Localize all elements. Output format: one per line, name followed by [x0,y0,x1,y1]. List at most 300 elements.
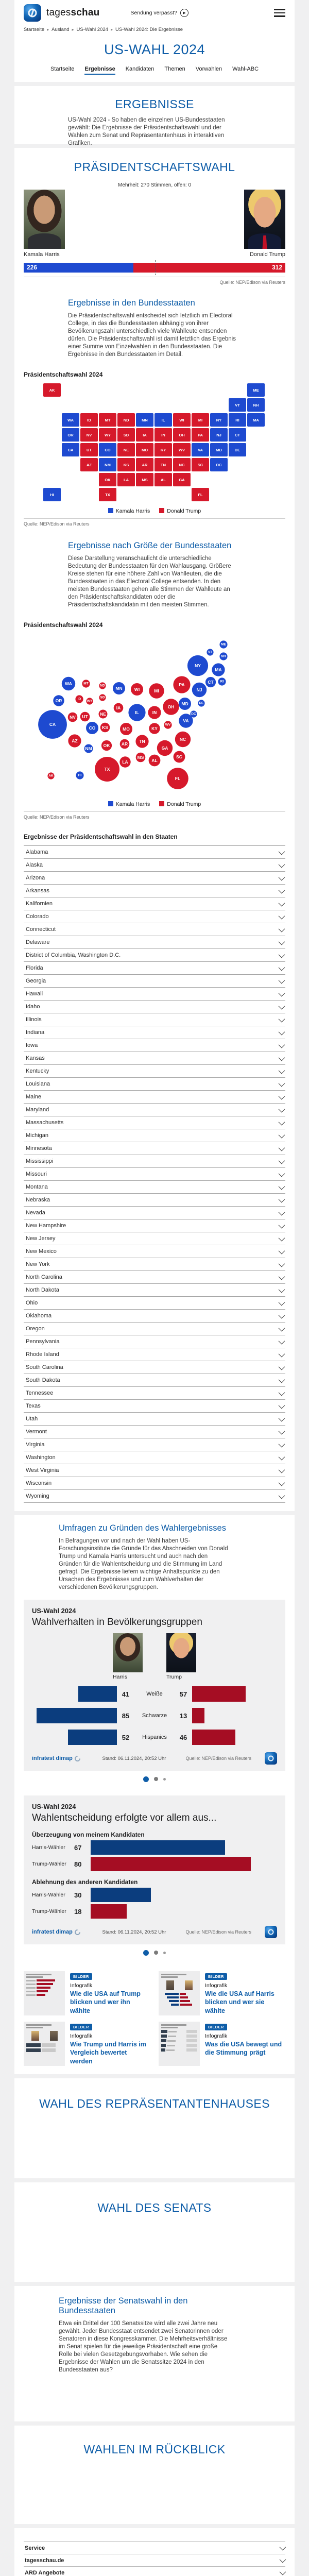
groesse-heading[interactable]: Ergebnisse nach Größe der Bundesstaaten [68,541,232,550]
voter-group-label: Trump-Wähler [32,1861,66,1867]
value-label: 30 [74,1891,82,1899]
bar-track [91,1840,277,1855]
state-tile-GA[interactable]: GA [173,473,191,486]
teaser-title[interactable]: Wie die USA auf Trump blicken und wer ihn wählte [70,1990,141,2014]
state-tile-NH[interactable]: NH [247,398,265,412]
ard-logo-icon [265,1926,277,1938]
state-bubble-label-CT: CT [208,680,214,685]
repraesentantenhaus-card [14,2078,295,2178]
state-tile-PA[interactable]: PA [192,428,209,442]
teaser-text [65,2022,150,2066]
state-tile-OR[interactable]: OR [62,428,79,442]
state-accordion-name: New Jersey [26,1235,56,1242]
state-accordion-row[interactable] [24,1078,285,1091]
state-bubble-label-MN: MN [115,686,123,691]
sendung-verpasst-link[interactable] [130,9,188,17]
tab-nav [14,66,295,75]
chevron-down-icon [279,1389,285,1396]
state-tile-MS[interactable]: MS [136,473,153,486]
state-accordion-row[interactable] [24,1323,285,1335]
state-accordion-name: Idaho [26,1004,40,1010]
state-bubble-label-RI: RI [220,680,224,684]
footer-accordion-row[interactable] [24,2567,285,2576]
state-tile-CA[interactable]: CA [62,443,79,456]
trump-bar [91,1904,127,1919]
state-accordion-row[interactable] [24,1219,285,1232]
mini-bar-row [26,1983,62,1985]
state-accordion-row[interactable] [24,949,285,962]
state-accordion-name: Arizona [26,875,45,881]
state-tile-CT[interactable]: CT [229,428,246,442]
state-bubble-label-MT: MT [83,682,89,686]
state-accordion-name: Kansas [26,1055,45,1061]
chevron-down-icon [279,1093,285,1099]
state-tile-KY[interactable]: KY [154,443,172,456]
state-bubble-label-NY: NY [195,663,201,668]
state-tile-TX[interactable]: TX [99,488,116,501]
state-accordion-row[interactable] [24,897,285,910]
breadcrumb-item[interactable]: US-Wahl 2024: Die Ergebnisse [115,27,183,32]
state-bubble-label-NC: NC [179,737,186,742]
teaser-card[interactable] [159,2022,285,2066]
state-accordion-name: Michigan [26,1132,49,1139]
mini-bar [186,2030,197,2033]
demographic-row [32,1708,277,1723]
state-accordion-name: West Virginia [26,1467,59,1473]
footer-accordion-label: ARD Angebote [25,2569,65,2576]
reason-row [32,1888,277,1902]
mini-bar-row [161,2039,197,2042]
breadcrumb-item[interactable]: Startseite [24,27,45,32]
carousel-dot-active[interactable] [143,1776,149,1782]
state-bubble-label-DE: DE [199,701,204,705]
harris-color-swatch [108,508,113,513]
state-accordion-row[interactable] [24,1387,285,1400]
state-tile-NC[interactable]: NC [173,458,191,471]
harris-photo-small [113,1633,143,1672]
state-accordion-row[interactable] [24,885,285,897]
chevron-down-icon [279,1247,285,1254]
breadcrumb-item[interactable]: US-Wahl 2024 [76,27,108,32]
teaser-title[interactable]: Wie die USA auf Harris blicken und wer sie wählte [205,1990,274,2014]
state-accordion-name: North Dakota [26,1287,59,1293]
state-tile-ME[interactable]: ME [247,383,265,397]
carousel-dot[interactable] [154,1777,158,1781]
state-tile-RI[interactable]: RI [229,413,246,427]
mini-photo [166,1980,174,1990]
state-accordion-name: Montana [26,1184,48,1190]
trump-value: 57 [179,1690,187,1698]
tagesschau-logo-icon[interactable] [24,4,41,22]
footer-accordion-label: tagesschau.de [25,2557,64,2564]
state-tile-FL[interactable]: FL [192,488,209,501]
state-tile-WY[interactable]: WY [99,428,116,442]
state-accordion-row[interactable] [24,846,285,859]
footer-accordion-row[interactable] [24,2554,285,2567]
mini-trump-bar [180,2004,197,2006]
mini-title-line [161,2027,178,2028]
state-accordion-name: Virginia [26,1442,45,1448]
state-accordion-row[interactable] [24,1129,285,1142]
tab-kandidaten[interactable]: Kandidaten [125,66,154,72]
legend-trump: Donald Trump [159,801,201,807]
state-accordion-row[interactable] [24,923,285,936]
trump-bar [192,1730,235,1745]
state-tile-IA[interactable]: IA [136,428,153,442]
chevron-down-icon [279,1440,285,1447]
state-tile-WA[interactable]: WA [62,413,79,427]
chevron-down-icon [279,900,285,906]
state-bubble-label-ME: ME [221,642,226,647]
state-tile-NJ[interactable]: NJ [210,428,228,442]
state-accordion-row[interactable] [24,1207,285,1219]
teaser-thumbnail [24,1971,65,2015]
electoral-bubble-map [24,632,285,798]
harris-value: 52 [122,1733,130,1741]
teaser-text [65,1971,150,2015]
mini-square [161,2039,166,2042]
mini-harris-bar [161,2000,179,2002]
state-tile-AR[interactable]: AR [136,458,153,471]
mini-photo [185,1980,193,1990]
chevron-down-icon [279,1299,285,1306]
carousel-dot-active[interactable] [143,1950,149,1956]
carousel-dot[interactable] [154,1951,158,1955]
state-accordion-row[interactable] [24,872,285,885]
state-accordion-name: Iowa [26,1042,38,1048]
footer-accordion-label: Service [25,2545,45,2551]
state-bubble-label-SD: SD [100,696,105,700]
state-bubble-label-WV: WV [165,723,171,727]
state-accordion-name: Maine [26,1094,41,1100]
chevron-down-icon [279,1325,285,1331]
senatswahl-heading[interactable]: Ergebnisse der Senatswahl in den Bundesstaaten [59,2296,188,2315]
state-accordion-row[interactable] [24,975,285,988]
state-accordion-row[interactable] [24,1310,285,1323]
state-accordion-row[interactable] [24,1091,285,1104]
chevron-down-icon [279,1067,285,1074]
state-tile-MO[interactable]: MO [136,443,153,456]
state-accordion-name: Oklahoma [26,1313,52,1319]
state-tile-HI[interactable]: HI [43,488,61,501]
state-bubble-label-NH: NH [221,654,226,658]
state-tile-MD[interactable]: MD [210,443,228,456]
demographic-row [32,1686,277,1702]
mini-bar-row [161,2048,197,2052]
footer-accordion-row[interactable] [24,2542,285,2554]
state-accordion-row[interactable] [24,936,285,949]
page-title: US-WAHL 2024 [104,42,205,57]
state-tile-VA[interactable]: VA [192,443,209,456]
state-tile-OH[interactable]: OH [173,428,191,442]
praesidentschaftswahl-card [14,148,295,1511]
state-accordion-name: District of Columbia, Washington D.C. [26,952,121,958]
reason-row [32,1857,277,1871]
chevron-down-icon [279,874,285,880]
teaser-card[interactable] [159,1971,285,2015]
mini-photo [50,2031,58,2041]
chevron-down-icon [279,1286,285,1293]
state-accordion-name: Minnesota [26,1145,52,1151]
state-tile-AL[interactable]: AL [154,473,172,486]
source-note: Quelle: NEP/Edison via Reuters [24,815,90,820]
state-accordion-row[interactable] [24,1258,285,1271]
state-tile-OK[interactable]: OK [99,473,116,486]
state-accordion-name: Utah [26,1416,38,1422]
state-bubble-label-NV: NV [70,715,76,720]
mini-square [161,2035,167,2038]
mini-bar [42,2048,56,2052]
chevron-down-icon [279,1453,285,1460]
mini-bar-row [26,1987,62,1989]
state-tile-IL[interactable]: IL [154,413,172,427]
state-accordion-row[interactable] [24,1451,285,1464]
state-tile-NY[interactable]: NY [210,413,228,427]
bilder-badge: BILDER [205,2024,227,2030]
state-accordion-row[interactable] [24,1168,285,1181]
chevron-down-icon [279,925,285,932]
state-tile-NV[interactable]: NV [80,428,98,442]
state-tile-ID[interactable]: ID [80,413,98,427]
state-tile-MN[interactable]: MN [136,413,153,427]
state-accordion-row[interactable] [24,1104,285,1116]
trump-votes-bar: 312 [133,263,285,273]
umfragen-heading[interactable]: Umfragen zu Gründen des Wahlergebnisses [59,1523,226,1533]
teaser-title[interactable]: Was die USA bewegt und die Stimmung prägt [205,2041,282,2057]
carousel-dot[interactable] [163,1952,166,1954]
chevron-down-icon [279,1041,285,1048]
mini-bar-row [161,2000,197,2002]
state-accordion-name: South Dakota [26,1377,60,1383]
teaser-kicker: Infografik [205,2033,228,2039]
bar-track [91,1888,277,1902]
harris-bar [91,1888,151,1902]
state-bubble-label-ID: ID [77,697,81,701]
state-accordion-name: Illinois [26,1016,42,1023]
mini-bar [37,1987,50,1989]
state-tile-NM[interactable]: NM [99,458,116,471]
chart-kicker: US-Wahl 2024 [32,1607,76,1615]
state-tile-DE[interactable]: DE [229,443,246,456]
mini-bar [186,2044,197,2047]
mini-harris-bar [161,2004,179,2006]
mini-bar-row [161,2044,197,2047]
chevron-down-icon [279,951,285,958]
carousel-dot[interactable] [163,1778,166,1781]
mini-bar [37,1983,53,1985]
state-tile-AK[interactable]: AK [43,383,61,397]
mini-photo [31,2031,39,2041]
mini-bar [186,2035,197,2038]
menu-icon[interactable] [274,9,285,17]
teaser-card[interactable] [24,1971,150,2015]
state-accordion-row[interactable] [24,1232,285,1245]
bubble-map-label: Präsidentschaftswahl 2024 [24,621,103,629]
state-accordion-row[interactable] [24,1142,285,1155]
state-tile-WV[interactable]: WV [173,443,191,456]
praesidentschaftswahl-heading: PRÄSIDENTSCHAFTSWAHL [74,160,235,174]
teaser-grid [24,1971,285,2066]
candidate-result-header [24,182,285,261]
chevron-down-icon [279,990,285,996]
state-accordion-name: Florida [26,965,43,971]
mini-bar-row [161,1996,197,1998]
group-label: Hispanics [142,1734,167,1740]
state-accordion-row[interactable] [24,1477,285,1490]
state-bubble-label-VT: VT [208,650,213,654]
state-accordion-row[interactable] [24,1464,285,1477]
state-accordion-row[interactable] [24,1297,285,1310]
bilder-badge: BILDER [70,2024,92,2030]
state-accordion-row[interactable] [24,1490,285,1503]
state-accordion-row[interactable] [24,859,285,872]
chevron-down-icon [279,1209,285,1215]
state-tile-DC[interactable]: DC [210,458,228,471]
chart-source: Quelle: NEP/Edison via Reuters [185,1929,251,1935]
state-bubble-label-OH: OH [167,704,175,709]
mini-trump-bar [180,2000,197,2002]
state-accordion-row[interactable] [24,962,285,975]
state-accordion-row[interactable] [24,988,285,1001]
tab-wahl-abc[interactable]: Wahl-ABC [232,66,259,72]
state-accordion-row[interactable] [24,1335,285,1348]
mini-trump-bar [180,1993,197,1995]
state-tile-TN[interactable]: TN [154,458,172,471]
tab-vorwahlen[interactable]: Vorwahlen [195,66,222,72]
state-accordion-row[interactable] [24,1001,285,1013]
state-tile-CO[interactable]: CO [99,443,116,456]
teaser-thumbnail [159,2022,200,2066]
state-tile-SD[interactable]: SD [117,428,135,442]
state-tile-SC[interactable]: SC [192,458,209,471]
mini-bar-row [161,2035,197,2038]
chevron-down-icon [279,1260,285,1267]
tab-ergebnisse[interactable]: Ergebnisse [84,66,115,75]
state-accordion-row[interactable] [24,1348,285,1361]
tab-themen[interactable]: Themen [164,66,185,72]
state-accordion-row[interactable] [24,1284,285,1297]
mini-bar-row [26,1990,62,1992]
state-bubble-label-GA: GA [161,745,168,751]
state-tile-NE[interactable]: NE [117,443,135,456]
senatswahl-text: Etwa ein Drittel der 100 Senatssitze wird alle zwei Jahre neu gewählt. Jeder Bundesstaat entsendet zwei Senatorinnen oder Senatoren in diese Kongresskammer. Die Mehrheitsverhältnisse im Senat spielen für die jeweilige Präsidentschaft eine große Rolle bei vielen Gesetzgebungsvorhaben. Wie sehen die Ergebnisse der Wahlen um die Senatssitze 2024 in den Bundesstaaten aus? [59,2320,228,2373]
state-accordion-row[interactable] [24,1400,285,1413]
state-tile-WI[interactable]: WI [173,413,191,427]
teaser-kicker: Infografik [205,1982,228,1989]
state-tile-ND[interactable]: ND [117,413,135,427]
legend-trump: Donald Trump [159,508,201,514]
state-accordion-row[interactable] [24,1426,285,1438]
mini-label [168,2036,176,2037]
state-accordion-name: Vermont [26,1429,47,1435]
harris-bar-track [32,1708,117,1723]
harris-votes-bar: 226 [24,263,133,273]
state-accordion-name: Texas [26,1403,41,1409]
state-accordion-row[interactable] [24,1271,285,1284]
value-label: 18 [74,1907,82,1916]
state-accordion-row[interactable] [24,1116,285,1129]
state-accordion-row[interactable] [24,910,285,923]
state-accordion-row[interactable] [24,1026,285,1039]
top-bar [14,0,295,24]
state-accordion-name: Alabama [26,849,48,855]
breadcrumb-item[interactable]: Ausland [52,27,70,32]
staaten-heading[interactable]: Ergebnisse in den Bundesstaaten [68,298,195,308]
state-bubble-label-SC: SC [176,754,182,759]
state-accordion-row[interactable] [24,1039,285,1052]
chevron-down-icon [279,1144,285,1151]
state-bubble-label-IL: IL [135,710,139,715]
chevron-down-icon [279,1415,285,1421]
state-bubble-label-KY: KY [151,726,158,731]
state-tile-MI[interactable]: MI [192,413,209,427]
divider [24,518,285,519]
brand-wordmark[interactable]: tagesschau [46,7,100,18]
state-accordion-row[interactable] [24,1065,285,1078]
electoral-bar [24,263,285,273]
state-accordion-row[interactable] [24,1413,285,1426]
state-accordion-row[interactable] [24,1052,285,1065]
state-accordion-row[interactable] [24,1181,285,1194]
state-accordion-row[interactable] [24,1361,285,1374]
teaser-card[interactable] [24,2022,150,2066]
state-accordion-list [24,845,285,1503]
state-bubble-label-MO: MO [123,726,130,732]
state-accordion-row[interactable] [24,1194,285,1207]
state-bubble-label-CA: CA [49,722,56,727]
state-tile-VT[interactable]: VT [229,398,246,412]
state-bubble-label-IA: IA [116,705,121,710]
state-tile-MA[interactable]: MA [247,413,265,427]
state-accordion-row[interactable] [24,1374,285,1387]
state-accordion-row[interactable] [24,1438,285,1451]
state-bubble-label-PA: PA [179,682,185,687]
state-tile-IN[interactable]: IN [154,428,172,442]
chevron-down-icon [279,1196,285,1202]
chevron-down-icon [279,1131,285,1138]
mini-title-line [161,1974,186,1975]
breadcrumb-separator-icon: ▸ [110,27,113,32]
state-accordion-row[interactable] [24,1245,285,1258]
mini-bar-row [161,2004,197,2006]
chevron-down-icon [279,977,285,984]
teaser-title[interactable]: Wie Trump und Harris im Vergleich bewertet werden [70,2041,146,2065]
state-accordion-name: Connecticut [26,926,56,933]
mini-photos [161,1979,197,1991]
tab-startseite[interactable]: Startseite [50,66,75,72]
chevron-down-icon [279,1428,285,1434]
state-accordion-row[interactable] [24,1155,285,1168]
state-accordion-row[interactable] [24,1013,285,1026]
mini-bar [186,2039,197,2042]
state-bubble-label-WY: WY [87,699,93,703]
staaten-text: Die Präsidentschaftswahl entscheidet sich letztlich im Electoral College, in das die Bundesstaaten abhängig von ihrer Bevölkerungszahl unterschiedlich viele Wahlleute entsenden dürfen. Die Präsidentschaftswahl ist damit letztlich das Ergebnis einer Summe von Einzelwahlen in den Bundesstaaten. Die Ergebnisse in den Bundesstaaten im Detail. [68,313,236,358]
state-accordion-name: New Hampshire [26,1223,66,1229]
state-tile-AZ[interactable]: AZ [80,458,98,471]
map-label: Präsidentschaftswahl 2024 [24,371,103,378]
decision-chart [24,1795,285,1944]
bar-track [91,1904,277,1919]
state-accordion-name: Mississippi [26,1158,54,1164]
state-tile-UT[interactable]: UT [80,443,98,456]
teaser-kicker: Infografik [70,2033,93,2039]
state-tile-LA[interactable]: LA [117,473,135,486]
state-tile-KS[interactable]: KS [117,458,135,471]
trump-photo-small [166,1633,196,1672]
mini-bar [26,2048,41,2052]
mini-label [167,2040,176,2042]
state-tile-MT[interactable]: MT [99,413,116,427]
